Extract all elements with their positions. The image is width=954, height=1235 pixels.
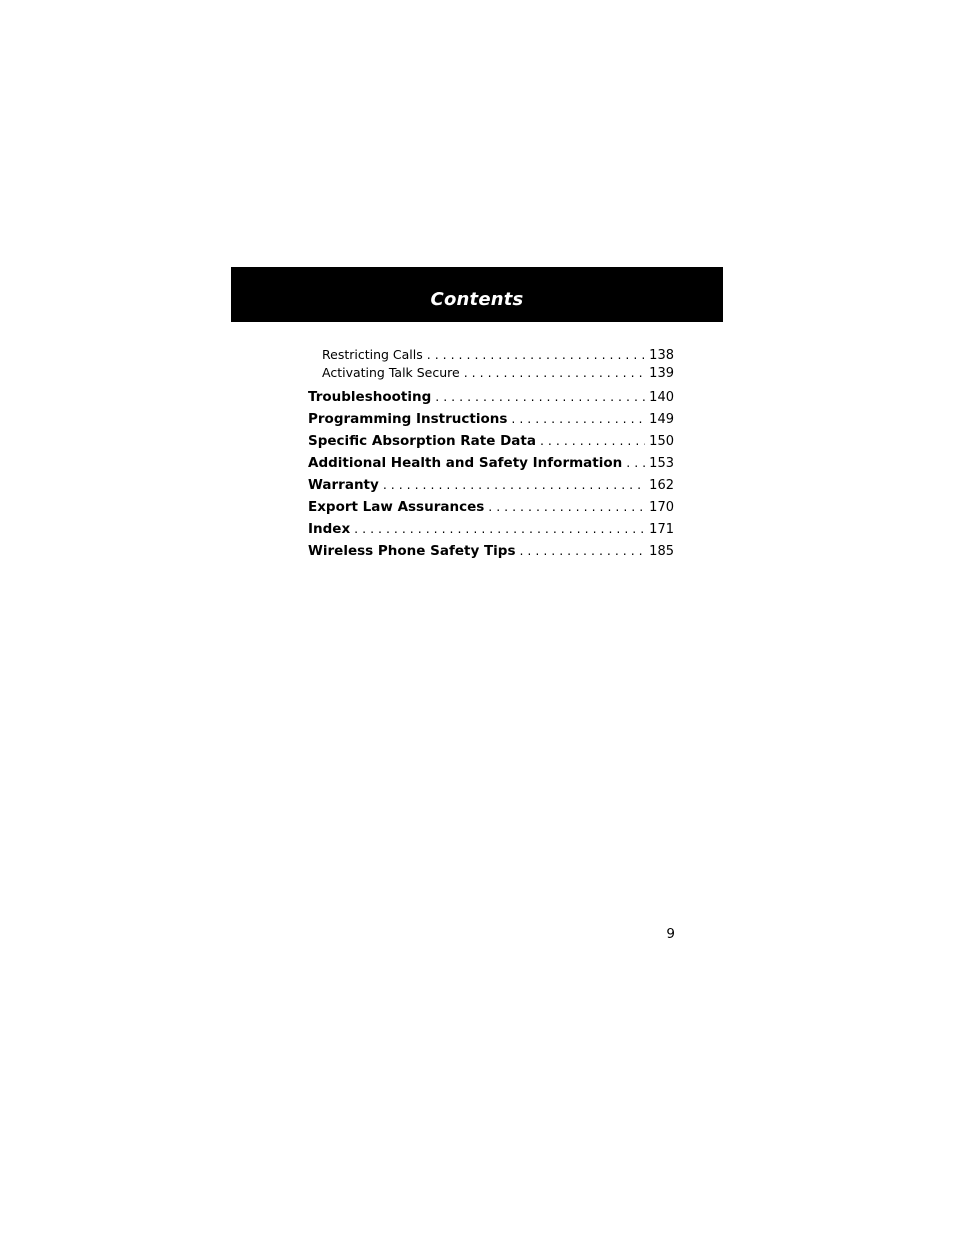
toc-entry-restricting-calls[interactable]: [308, 346, 674, 364]
toc-entry-page: 138: [649, 348, 674, 363]
toc-entry-page: 140: [649, 390, 674, 405]
toc-entry-warranty[interactable]: [308, 474, 674, 496]
toc-entry-label: Export Law Assurances: [308, 499, 485, 515]
dot-leader: [626, 452, 645, 474]
toc-entry-page: 162: [649, 478, 674, 493]
toc-entry-index[interactable]: [308, 518, 674, 540]
toc-entry-specific-absorption-rate-data[interactable]: [308, 430, 674, 452]
page-number: 9: [666, 926, 675, 942]
toc-entry-page: 171: [649, 522, 674, 537]
toc-entry-page: 170: [649, 500, 674, 515]
dot-leader: [488, 496, 645, 518]
toc-entry-programming-instructions[interactable]: [308, 408, 674, 430]
toc-entry-page: 149: [649, 412, 674, 427]
dot-leader: [427, 346, 645, 364]
toc-entry-label: Specific Absorption Rate Data: [308, 433, 536, 449]
contents-header-bar: [231, 267, 723, 322]
toc-entry-page: 139: [649, 366, 674, 381]
dot-leader: [464, 364, 645, 382]
dot-leader: [354, 518, 645, 540]
toc-entry-export-law-assurances[interactable]: [308, 496, 674, 518]
dot-leader: [435, 386, 645, 408]
table-of-contents: [308, 346, 674, 562]
dot-leader: [519, 540, 645, 562]
toc-entry-additional-health-and-safety[interactable]: [308, 452, 674, 474]
toc-entry-page: 153: [649, 456, 674, 471]
toc-entry-label: Troubleshooting: [308, 389, 432, 405]
toc-entry-activating-talk-secure[interactable]: [308, 364, 674, 382]
toc-entry-label: Warranty: [308, 477, 379, 493]
dot-leader: [540, 430, 645, 452]
toc-entry-label: Activating Talk Secure: [322, 365, 460, 380]
toc-entry-page: 150: [649, 434, 674, 449]
toc-entry-page: 185: [649, 544, 674, 559]
page-title: Contents: [430, 289, 524, 310]
toc-entry-troubleshooting[interactable]: [308, 386, 674, 408]
toc-entry-label: Additional Health and Safety Information: [308, 455, 623, 471]
toc-entry-wireless-phone-safety-tips[interactable]: [308, 540, 674, 562]
toc-entry-label: Index: [308, 521, 351, 537]
toc-entry-label: Programming Instructions: [308, 411, 508, 427]
dot-leader: [511, 408, 645, 430]
dot-leader: [383, 474, 645, 496]
toc-entry-label: Wireless Phone Safety Tips: [308, 543, 516, 559]
toc-entry-label: Restricting Calls: [322, 347, 423, 362]
